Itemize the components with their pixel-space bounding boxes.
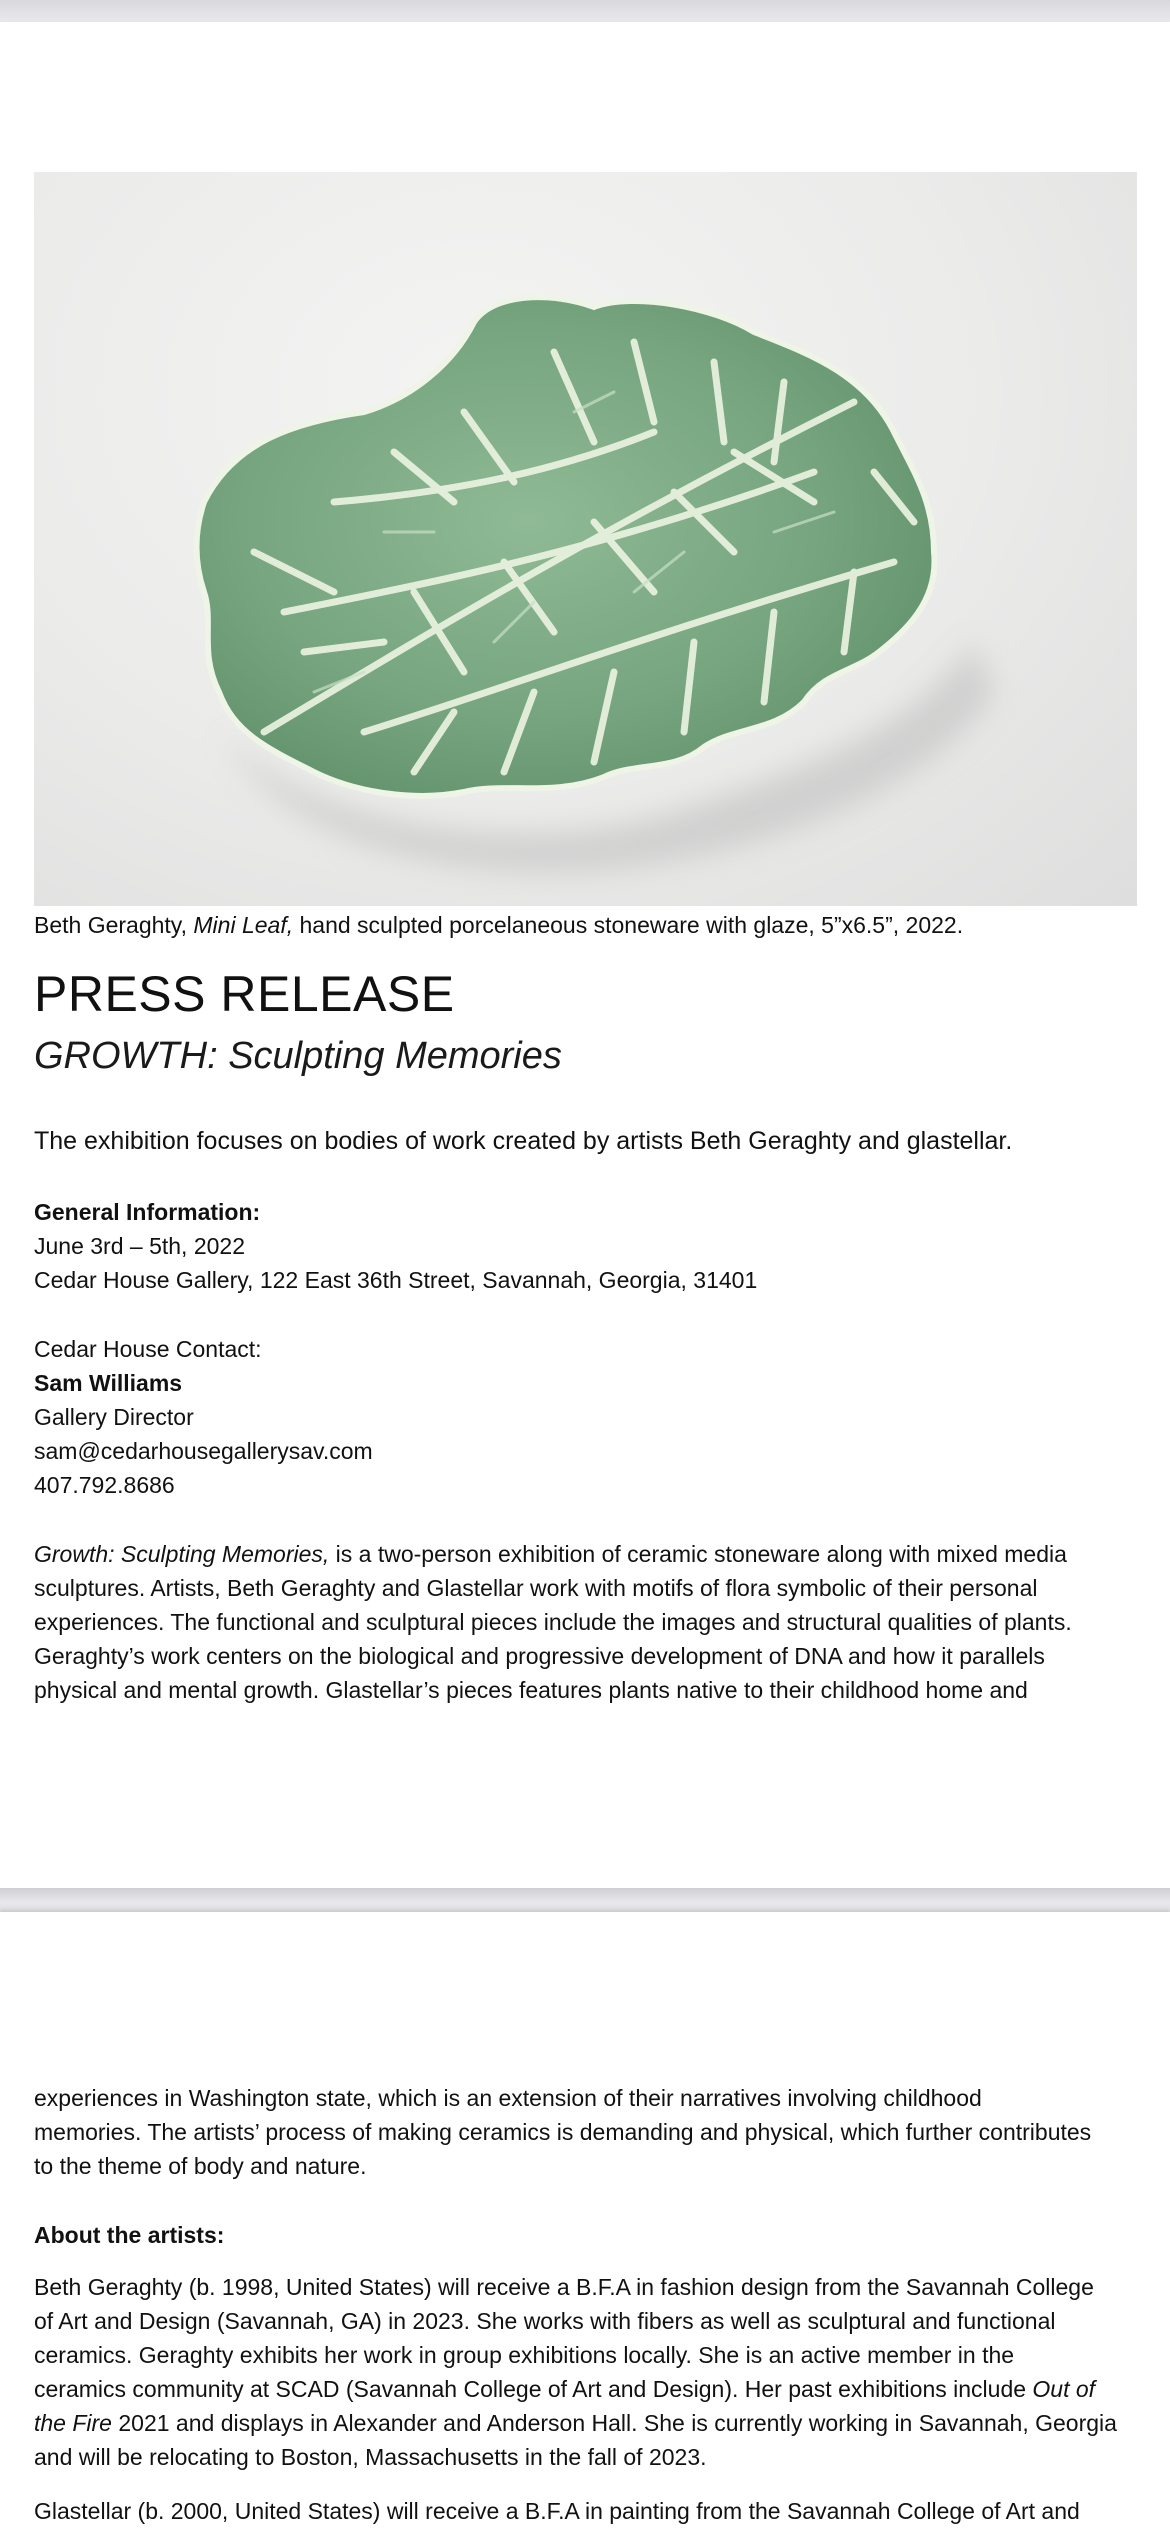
description-line: sculptures. Artists, Beth Geraghty and Glastellar work with motifs of flora symbolic of their personal [34, 1575, 1038, 1601]
description-title: Growth: Sculpting Memories, [34, 1541, 330, 1567]
page-break [0, 1888, 1170, 1912]
about-artists-heading: About the artists: [34, 2222, 225, 2248]
description-line: Geraghty’s work centers on the biological and progressive development of DNA and how it parallels [34, 1643, 1045, 1669]
exhibition-name-italic: Out of [1032, 2376, 1096, 2402]
photo-caption [34, 908, 963, 942]
general-info-block [34, 1195, 1134, 1297]
contact-heading: Cedar House Contact: [34, 1336, 262, 1362]
description-line: memories. The artists’ process of making ceramics is demanding and physical, which further contributes [34, 2119, 1092, 2145]
caption-work-title: Mini Leaf, [193, 912, 294, 938]
bio-line: Glastellar (b. 2000, United States) will receive a B.F.A in painting from the Savannah College of Art and [34, 2498, 1080, 2524]
artwork-photo [34, 172, 1137, 906]
exhibition-dates: June 3rd – 5th, 2022 [34, 1233, 245, 1259]
contact-phone: 407.792.8686 [34, 1472, 175, 1498]
beth-bio-paragraph [34, 2270, 1134, 2474]
description-line: experiences. The functional and sculptural pieces include the images and structural qualities of plants. [34, 1609, 1072, 1635]
bio-line: ceramics. Geraghty exhibits her work in group exhibitions locally. She is an active member in the [34, 2342, 1015, 2368]
contact-role: Gallery Director [34, 1404, 194, 1430]
bio-line: ceramics community at SCAD (Savannah College of Art and Design). Her past exhibitions include Out of [34, 2376, 1096, 2402]
exhibition-location: Cedar House Gallery, 122 East 36th Street, Savannah, Georgia, 31401 [34, 1267, 758, 1293]
caption-artist: Beth Geraghty, [34, 912, 187, 938]
bio-line: and will be relocating to Boston, Massachusetts in the fall of 2023. [34, 2444, 707, 2470]
general-info-heading: General Information: [34, 1199, 261, 1225]
description-paragraph-page2 [34, 2081, 1134, 2183]
description-line: physical and mental growth. Glastellar’s pieces features plants native to their childhood home and [34, 1677, 1028, 1703]
bio-line: Beth Geraghty (b. 1998, United States) will receive a B.F.A in fashion design from the Savannah College [34, 2274, 1094, 2300]
viewer-top-edge [0, 0, 1170, 22]
exhibition-name-italic: the Fire [34, 2410, 112, 2436]
glastellar-bio-paragraph [34, 2494, 1134, 2528]
description-paragraph-page1 [34, 1537, 1134, 1707]
bio-line: of Art and Design (Savannah, GA) in 2023. She works with fibers as well as sculptural and functional [34, 2308, 1056, 2334]
bio-line: the Fire 2021 and displays in Alexander and Anderson Hall. She is currently working in Savannah, Georgia [34, 2410, 1117, 2436]
exhibition-subtitle: GROWTH: Sculpting Memories [34, 1035, 562, 1077]
contact-name: Sam Williams [34, 1370, 183, 1396]
description-line: Growth: Sculpting Memories, is a two-person exhibition of ceramic stoneware along with mixed media [34, 1541, 1067, 1567]
caption-details: hand sculpted porcelaneous stoneware with glaze, 5”x6.5”, 2022. [299, 912, 964, 938]
description-line: experiences in Washington state, which is an extension of their narratives involving childhood [34, 2085, 982, 2111]
intro-text: The exhibition focuses on bodies of work created by artists Beth Geraghty and glastellar. [34, 1127, 1013, 1155]
page-title: PRESS RELEASE [34, 966, 455, 1022]
description-line: to the theme of body and nature. [34, 2153, 367, 2179]
leaf-sculpture-image [34, 172, 1137, 906]
contact-email: sam@cedarhousegallerysav.com [34, 1438, 373, 1464]
contact-block [34, 1332, 1134, 1502]
